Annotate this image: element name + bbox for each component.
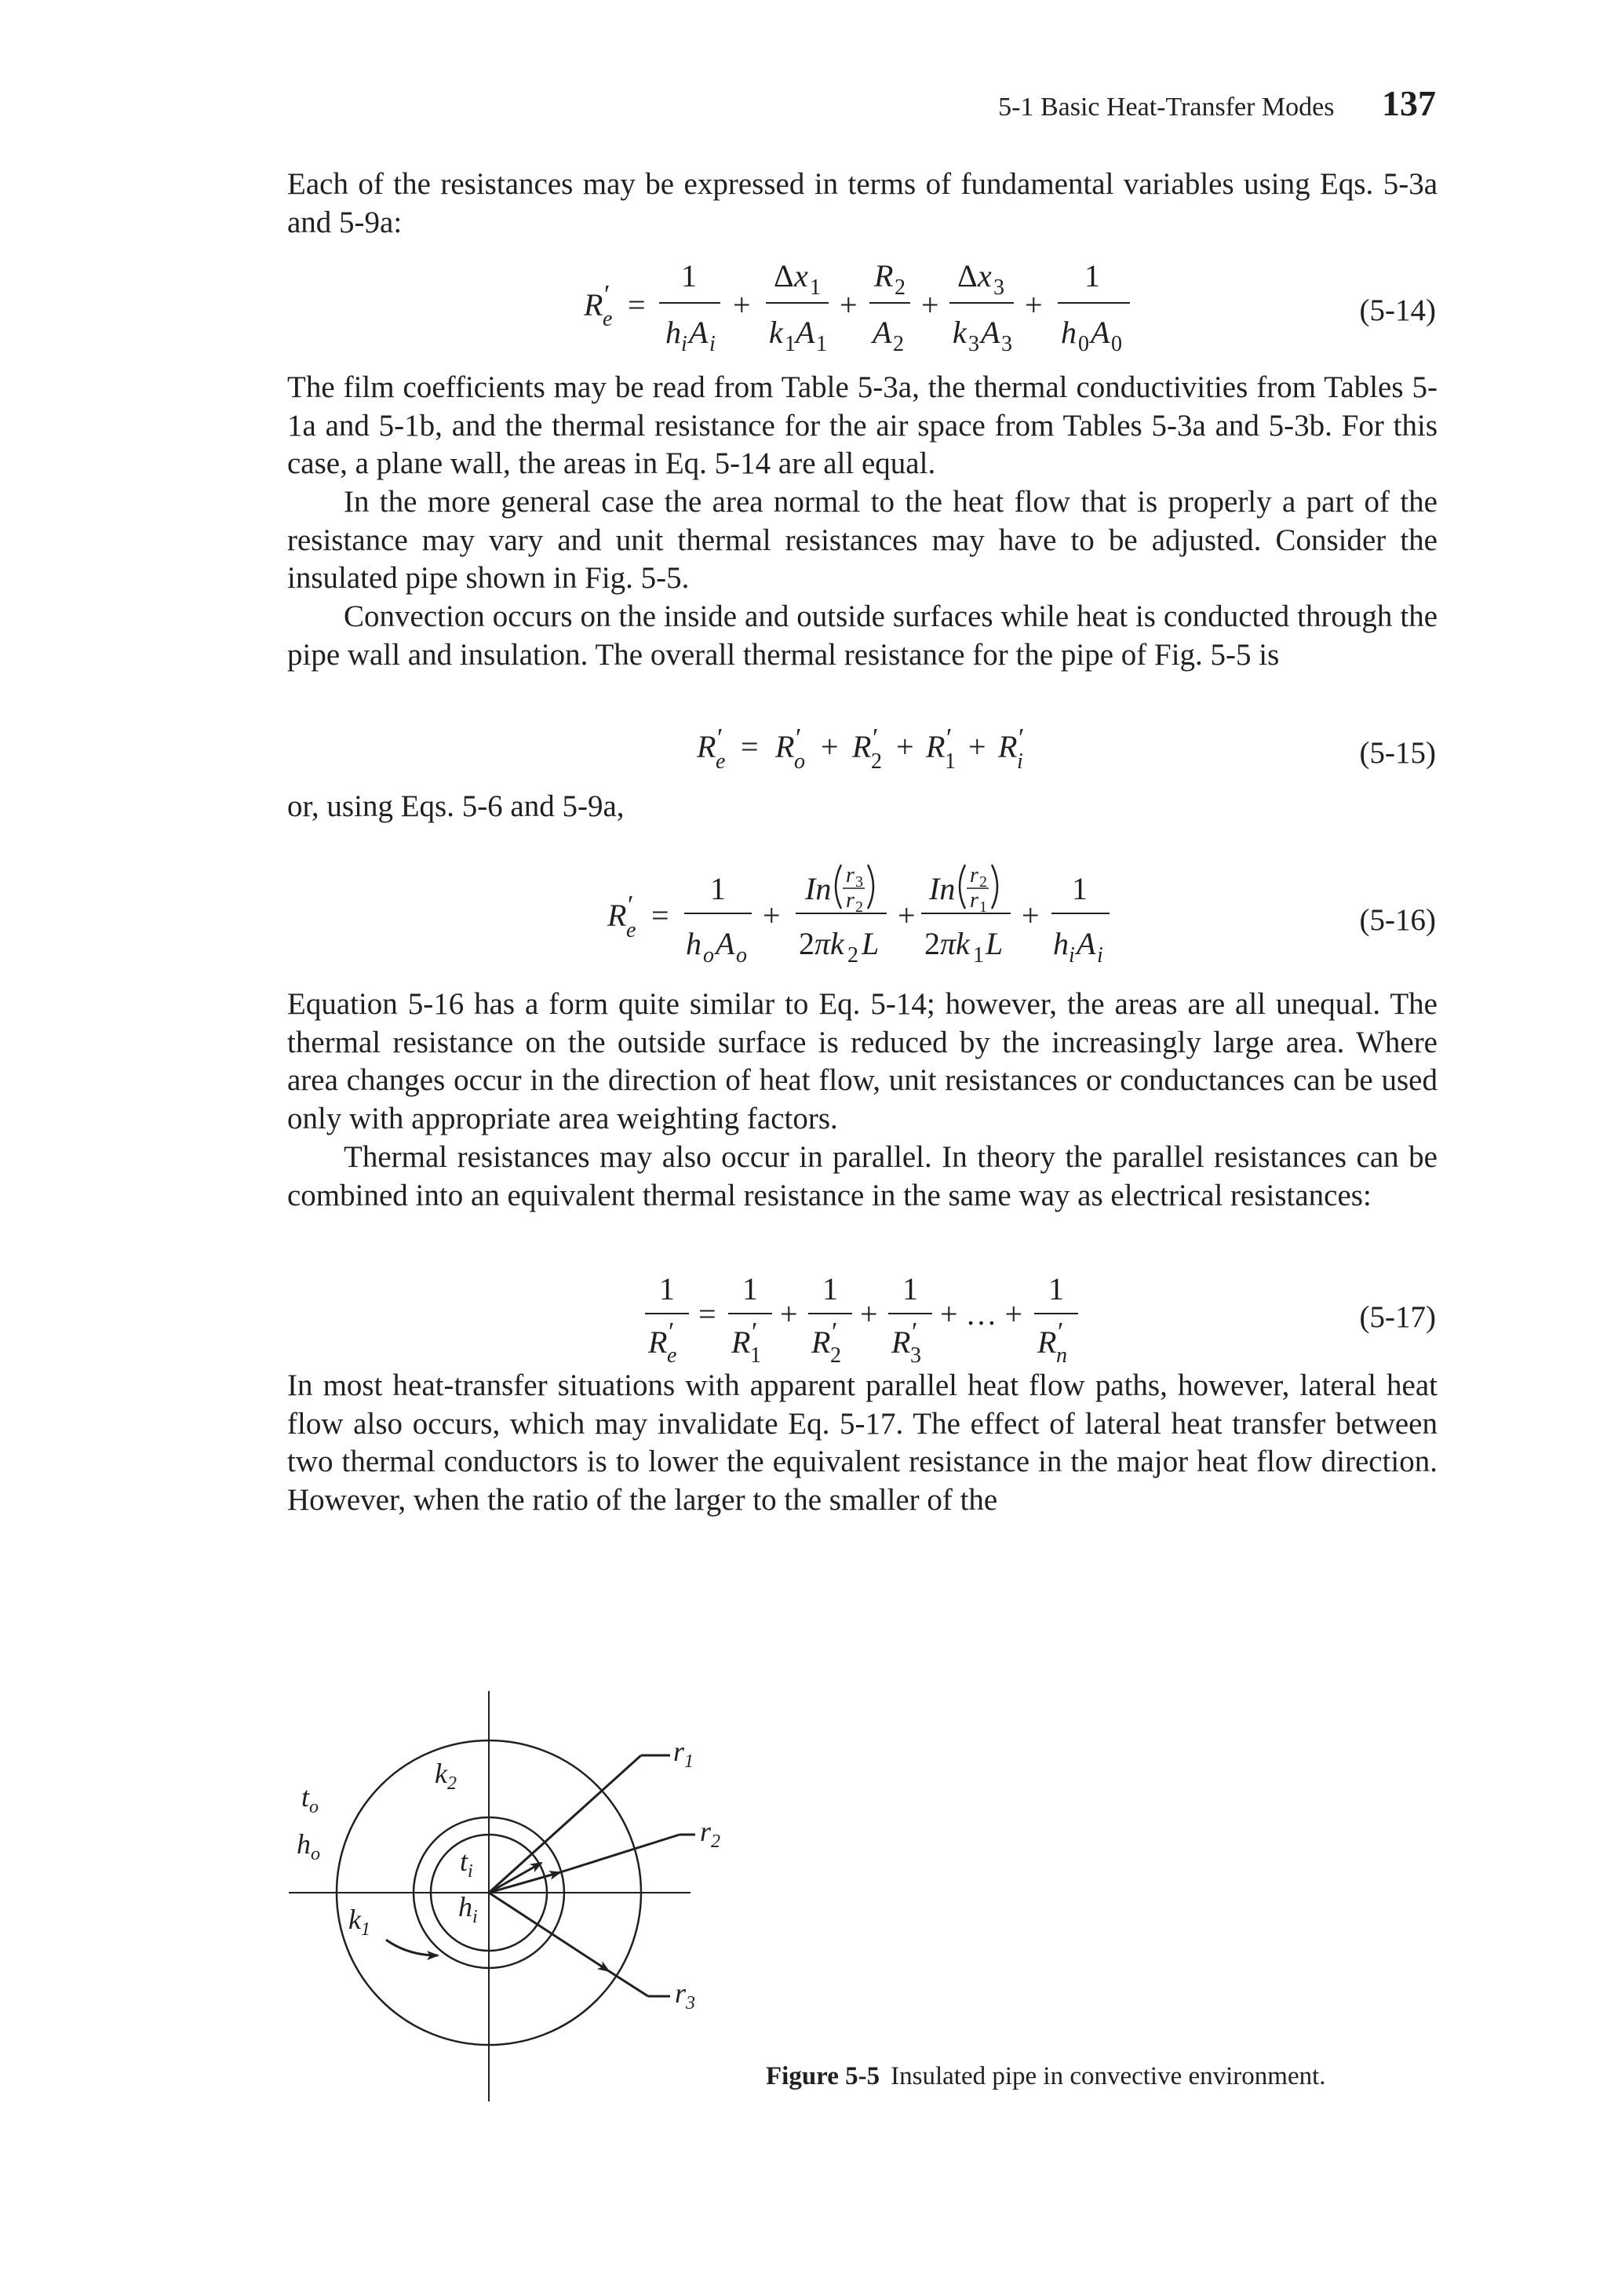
svg-text:R: R [926,729,946,764]
svg-text:+: + [921,287,939,323]
svg-text:A: A [796,315,815,350]
equation-number: (5-14) [1359,293,1436,327]
svg-text:In: In [805,871,832,906]
svg-text:R: R [891,1325,911,1360]
svg-text:+: + [763,898,781,933]
svg-text:2: 2 [979,873,987,891]
svg-text:L: L [862,926,880,961]
svg-text:1: 1 [742,1271,758,1307]
svg-text:2: 2 [847,943,858,968]
k1-leader-arrow [386,1940,438,1955]
svg-text:o: o [703,943,714,968]
svg-text:1: 1 [902,1271,918,1307]
svg-text:ti: $t_i$ [460,1846,473,1882]
svg-text:1: 1 [810,275,821,300]
svg-text:k1: $k_1$ [348,1904,370,1940]
label-ho: h [297,1828,311,1860]
svg-text:i: i [1017,749,1023,774]
svg-text:Δ: Δ [957,258,978,293]
equation-number: (5-17) [1359,1300,1436,1334]
svg-text:r1: $r_1$ [673,1736,694,1772]
svg-text:h: h [1061,315,1077,350]
svg-text:2: 2 [799,926,814,961]
svg-text:to: $t_o$ [301,1781,319,1817]
svg-text:1: 1 [659,1271,675,1307]
r3-radius-arrow [489,1893,609,1971]
svg-text:A: A [689,315,709,350]
svg-text:A: A [981,315,1000,350]
svg-text:1: 1 [785,332,796,356]
svg-text:i: i [1069,943,1075,968]
svg-text:′: ′ [717,726,723,753]
svg-text:+: + [840,287,858,323]
svg-text:′: ′ [1018,726,1025,753]
svg-text:=: = [651,898,669,933]
svg-text:k2: $k_2$ [435,1758,457,1794]
label-r3: r [675,1977,687,2009]
paragraph: Equation 5-16 has a form quite similar to Eq. 5-14; however, the areas are all unequal. The thermal resistance on the outside surface is reduced by the increasingly large area. Where area changes occur in the direction of heat flow, unit resistances or conductances can be used only with appropriate area weighting factors. [287,987,1438,1135]
paragraph: In the more general case the area normal to the heat flow that is properly a part of the resistance may vary and unit thermal resistances may have to be adjusted. Consider the insulated pipe shown in Fig. 5-5. [287,485,1438,595]
svg-text:1: 1 [1072,871,1088,906]
paragraph: Convection occurs on the inside and outside surfaces while heat is conducted through the pipe wall and insulation. The overall thermal resistance for the pipe of Fig. 5-5 is [287,600,1438,672]
svg-text:1: 1 [822,1271,838,1307]
svg-text:r3: $r_3$ [675,1977,696,2014]
svg-text:ho: $h_o$ [297,1828,320,1864]
label-r1: r [673,1736,685,1767]
svg-text:R: R [852,729,872,764]
svg-text:2: 2 [830,1343,841,1365]
svg-text:2: 2 [871,749,882,774]
svg-text:i: i [1097,943,1103,968]
paragraph: Thermal resistances may also occur in parallel. In theory the parallel resistances can be combined into an equivalent thermal resistance in the same way as electrical resistances: [287,1140,1438,1212]
svg-text:R: R [697,729,716,764]
svg-text:R: R [607,898,627,933]
svg-text:+: + [898,898,916,933]
svg-text:+: + [733,287,751,323]
svg-text:′: ′ [832,1317,838,1347]
svg-text:R: R [775,729,795,764]
svg-text:k: k [953,315,967,350]
svg-text:′: ′ [1058,1317,1064,1347]
svg-text:h: h [665,315,681,350]
svg-text:h: h [686,926,701,961]
svg-text:hi: $h_i$ [458,1891,478,1927]
svg-text:=: = [741,729,759,764]
svg-text:′: ′ [946,726,953,753]
svg-text:1: 1 [681,258,697,293]
svg-text:+: + [860,1296,878,1332]
svg-text:+: + [780,1296,798,1332]
svg-text:x: x [978,258,992,293]
svg-text:i: i [709,332,716,356]
svg-text:R: R [874,258,894,293]
svg-text:A: A [716,926,735,961]
label-k1: k [348,1904,361,1935]
label-to: t [301,1781,310,1813]
svg-text:r2: $r_2$ [700,1816,721,1852]
svg-text:2: 2 [893,332,904,356]
svg-text:1: 1 [979,898,987,916]
svg-text:e: e [603,307,613,331]
equation-5-15 [0,726,1607,781]
label-ti: t [460,1846,468,1877]
svg-text:L: L [986,926,1004,961]
equation-5-16 [0,847,1607,981]
svg-text:1: 1 [945,749,956,774]
svg-text:+ … +: + … + [940,1296,1023,1332]
label-r2: r [700,1816,712,1847]
equation-5-14 [0,255,1607,365]
paragraph: Each of the resistances may be expressed in terms of fundamental variables using Eqs. 5-3a and 5-9a: [287,167,1438,239]
figure-caption-label: Figure 5-5 [766,2062,880,2090]
svg-text:3: 3 [855,873,863,891]
svg-text:+: + [896,729,914,764]
svg-text:r: r [970,888,978,913]
svg-text:3: 3 [910,1343,921,1365]
svg-text:′: ′ [628,891,634,920]
svg-text:′: ′ [873,726,879,753]
svg-text:2: 2 [855,898,863,916]
svg-text:x: x [794,258,808,293]
svg-text:o: o [736,943,747,968]
r1-radius-line [489,1755,641,1893]
svg-text:1: 1 [710,871,726,906]
svg-text:A: A [873,315,892,350]
svg-text:r: r [846,888,855,913]
svg-text:πk: πk [814,926,844,961]
svg-text:k: k [769,315,783,350]
svg-text:e: e [626,918,636,942]
svg-text:R: R [1037,1325,1057,1360]
label-hi: h [458,1891,472,1922]
svg-text:0: 0 [1078,332,1089,356]
svg-text:R: R [648,1325,668,1360]
ri-radius-arrow [489,1863,541,1893]
svg-text:′: ′ [604,280,610,309]
svg-text:πk: πk [940,926,970,961]
svg-text:R: R [998,729,1018,764]
label-k2: k [435,1758,447,1789]
svg-text:o: o [794,749,805,774]
svg-text:′: ′ [669,1317,675,1347]
svg-text:+: + [821,729,839,764]
page-number: 137 [1382,83,1436,123]
section-title: Basic Heat-Transfer Modes [1040,93,1335,122]
equation-number: (5-15) [1359,736,1436,770]
svg-text:R: R [731,1325,751,1360]
svg-text:r: r [846,863,855,887]
svg-text:′: ′ [912,1317,918,1347]
svg-text:i: i [681,332,687,356]
svg-text:A: A [1091,315,1110,350]
svg-text:0: 0 [1111,332,1122,356]
svg-text:+: + [968,729,986,764]
figure-caption-text: Insulated pipe in convective environment. [891,2062,1326,2090]
paragraph: The film coefficients may be read from Table 5-3a, the thermal conductivities from Tables 5-1a and 5-1b, and the thermal resistance for the air space from Tables 5-3a and 5-3b. For this case, a plane wall, the areas in Eq. 5-14 are all equal. [287,370,1438,480]
svg-text:+: + [1025,287,1043,323]
equation-5-17 [0,1263,1607,1365]
section-number: 5-1 [998,93,1034,122]
svg-text:3: 3 [968,332,979,356]
svg-text:1: 1 [1084,258,1100,293]
svg-text:A: A [1077,926,1096,961]
svg-text:=: = [698,1296,716,1332]
svg-text:In: In [929,871,956,906]
svg-text:′: ′ [796,726,802,753]
svg-text:2: 2 [895,275,906,300]
svg-text:1: 1 [750,1343,761,1365]
svg-text:3: 3 [993,275,1004,300]
svg-text:e: e [716,749,726,774]
svg-text:+: + [1022,898,1040,933]
equation-number: (5-16) [1359,903,1436,937]
svg-text:1: 1 [973,943,984,968]
svg-text:=: = [628,287,646,323]
svg-text:r: r [970,863,978,887]
paragraph: or, using Eqs. 5-6 and 5-9a, [287,789,625,823]
svg-text:1: 1 [816,332,827,356]
svg-text:1: 1 [1048,1271,1064,1307]
paragraph: In most heat-transfer situations with apparent parallel heat flow paths, however, lateral heat flow also occurs, which may invalidate Eq. 5-17. The effect of lateral heat transfer between two thermal conductors is to lower the equivalent resistance in the major heat flow direction. However, when the ratio of the larger to the smaller of the [287,1368,1438,1517]
svg-text:R: R [584,287,603,323]
svg-text:2: 2 [924,926,940,961]
svg-text:′: ′ [752,1317,758,1347]
svg-text:e: e [667,1343,677,1365]
running-head [998,83,1436,123]
svg-text:h: h [1053,926,1069,961]
svg-text:Δ: Δ [774,258,794,293]
insulated-pipe-figure [275,1679,785,2119]
svg-text:3: 3 [1001,332,1012,356]
svg-text:R: R [811,1325,831,1360]
svg-text:n: n [1056,1343,1067,1365]
figure-caption [766,2062,1326,2091]
